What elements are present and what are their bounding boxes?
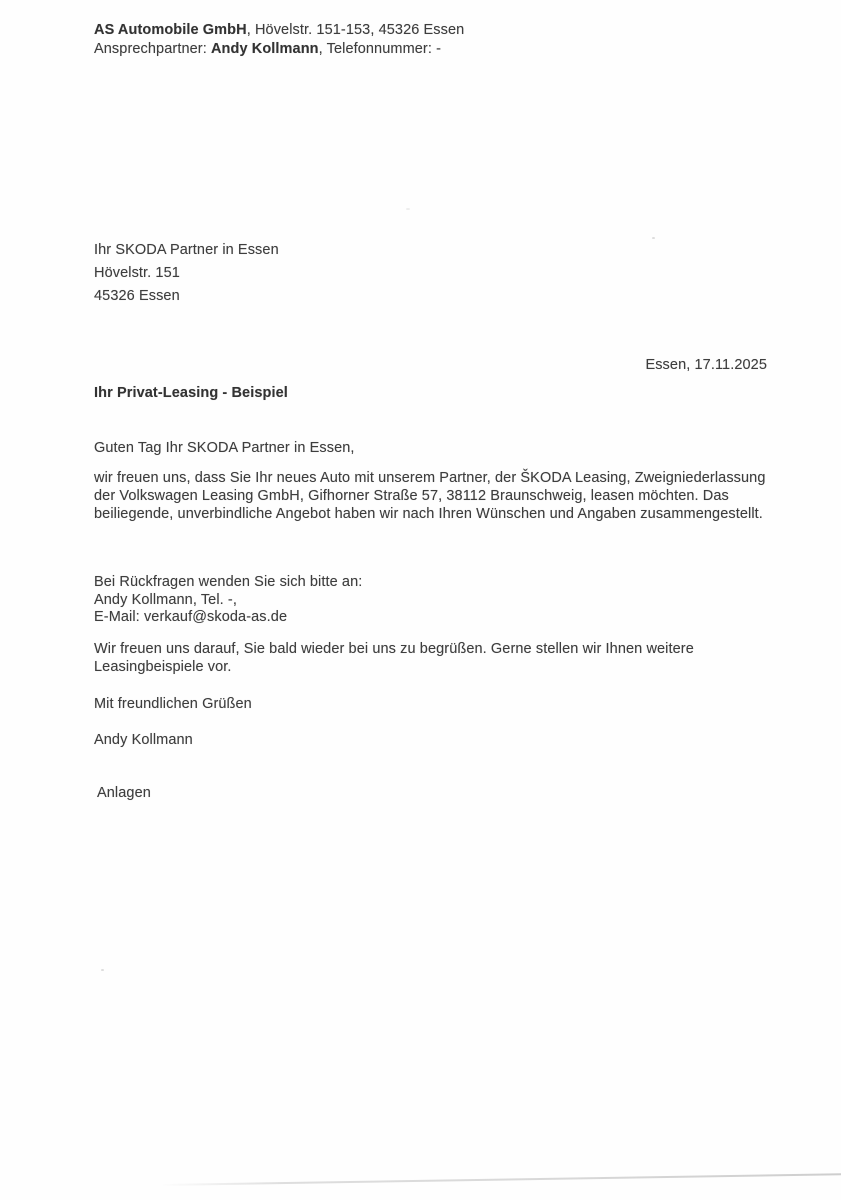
- sender-address-line: [94, 21, 464, 40]
- paragraph2-line2: Leasingbeispiele vor.: [94, 659, 232, 675]
- enclosures-note: Anlagen: [97, 785, 151, 801]
- inquiry-contact-block: [94, 574, 362, 627]
- contact-person-name: Andy Kollmann: [210, 40, 319, 57]
- recipient-city: 45326 Essen: [94, 288, 180, 304]
- salutation: Guten Tag Ihr SKODA Partner in Essen,: [94, 440, 355, 456]
- inquiry-name-phone: Andy Kollmann, Tel. -,: [94, 591, 237, 608]
- recipient-address: [94, 239, 279, 308]
- recipient-street: Hövelstr. 151: [94, 265, 180, 281]
- recipient-name: Ihr SKODA Partner in Essen: [94, 242, 279, 258]
- sender-street-city: , Hövelstr. 151-153, 45326 Essen: [246, 22, 465, 38]
- paragraph2-line1: Wir freuen uns darauf, Sie bald wieder bei uns zu begrüßen. Gerne stellen wir Ihnen weitere: [94, 641, 694, 657]
- inquiry-intro: Bei Rückfragen wenden Sie sich bitte an:: [94, 574, 363, 590]
- scan-speck: [101, 969, 104, 971]
- scan-speck: [652, 237, 655, 239]
- sender-contact-line: [94, 40, 464, 59]
- signature-name: Andy Kollmann: [94, 732, 193, 748]
- body-paragraph-1: [94, 469, 766, 523]
- body-paragraph-2: [94, 640, 694, 676]
- inquiry-email: E-Mail: verkauf@skoda-as.de: [94, 609, 288, 626]
- sender-header: [94, 21, 464, 58]
- closing-salutation: Mit freundlichen Grüßen: [94, 696, 252, 712]
- paragraph1-line2: der Volkswagen Leasing GmbH, Gifhorner Straße 57, 38112 Braunschweig, leasen möchten. Das: [94, 488, 729, 504]
- scan-speck: [406, 208, 410, 210]
- date-line: Essen, 17.11.2025: [645, 357, 767, 373]
- subject-line: Ihr Privat-Leasing - Beispiel: [94, 385, 288, 401]
- sender-company-name: AS Automobile GmbH: [94, 22, 247, 38]
- contact-person-label: Ansprechpartner:: [94, 40, 211, 57]
- scan-paper-edge-artifact: [160, 1173, 841, 1185]
- paragraph1-line1: wir freuen uns, dass Sie Ihr neues Auto mit unserem Partner, der ŠKODA Leasing, Zweigniederlassung: [94, 470, 766, 486]
- contact-phone: , Telefonnummer: -: [318, 40, 442, 57]
- paragraph1-line3: beiliegende, unverbindliche Angebot haben wir nach Ihren Wünschen und Angaben zusammengestellt.: [94, 506, 763, 522]
